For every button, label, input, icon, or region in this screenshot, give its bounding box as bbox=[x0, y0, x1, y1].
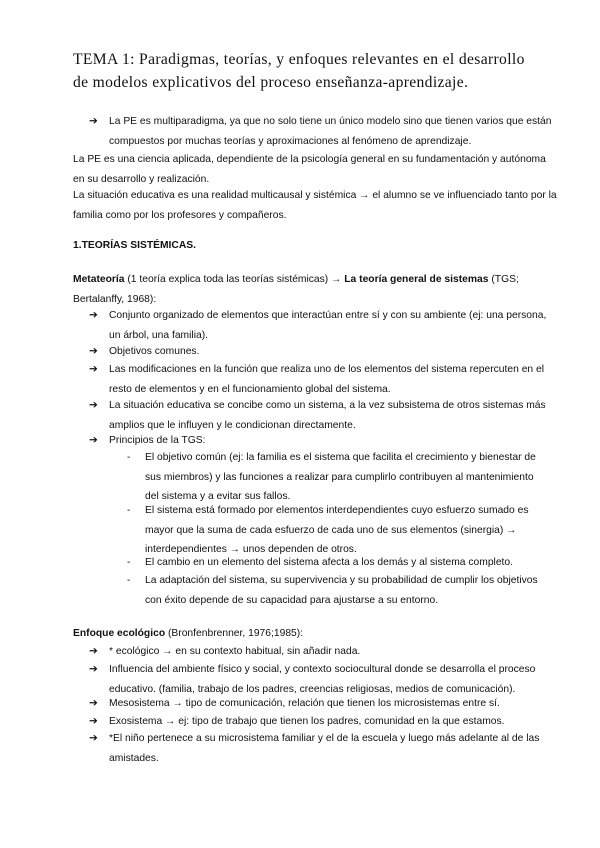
tgs-label: La teoría general de sistemas bbox=[344, 274, 489, 285]
principle-text: La adaptación del sistema, su supervivencia y su probabilidad de cumplir los objetivos con éxito depende de su capacidad para ajustarse a su entorno. bbox=[145, 575, 538, 606]
list-item-text: * ecológico → en su contexto habitual, sin añadir nada. bbox=[109, 646, 361, 657]
paragraph-multicausal: La situación educativa es una realidad multicausal y sistémica → el alumno se ve influenciado tanto por la familia como por los profesores y compañeros. bbox=[73, 190, 557, 221]
list-item-text: Las modificaciones en la función que realiza uno de los elementos del sistema repercuten en el resto de elementos y en el funcionamiento global del sistema. bbox=[109, 364, 545, 395]
dash-marker: - bbox=[127, 452, 131, 463]
list-item-text: Principios de la TGS: bbox=[109, 435, 206, 446]
principle-text: El objetivo común (ej: la familia es el sistema que facilita el crecimiento y bienestar de sus miembros) y las funciones a realizar para cumplirlo contribuyen al mantenimiento del sistema y a evitar sus fallos. bbox=[145, 452, 536, 502]
arrow-icon: ➔ bbox=[89, 646, 98, 657]
list-item-text: La situación educativa se concibe como un sistema, a la vez subsistema de otros sistemas más amplios que le influyen y le condicionan directamente. bbox=[109, 400, 546, 431]
list-item-text: Objetivos comunes. bbox=[109, 346, 200, 357]
list-item-text: Influencia del ambiente físico y social, y contexto sociocultural donde se desarrolla el proceso educativo. (familia, trabajo de los padres, creencias religiosas, medios de comunicación). bbox=[109, 664, 536, 695]
arrow-icon: ➔ bbox=[89, 346, 98, 357]
list-item-text: Exosistema → ej: tipo de trabajo que tienen los padres, comunidad en la que estamos. bbox=[109, 716, 505, 727]
arrow-icon: ➔ bbox=[89, 733, 98, 744]
intro-bullet bbox=[89, 112, 559, 152]
metateoria-paren: (1 teoría explica toda las teorías sistémicas) → bbox=[124, 274, 345, 285]
list-item-text: Conjunto organizado de elementos que interactúan entre sí y con su ambiente (ej: una persona, un árbol, una familia). bbox=[109, 310, 547, 341]
arrow-icon: ➔ bbox=[89, 716, 98, 727]
arrow-icon: ➔ bbox=[89, 698, 98, 709]
dash-marker: - bbox=[127, 557, 131, 568]
arrow-icon: ➔ bbox=[89, 364, 98, 375]
arrow-icon: ➔ bbox=[89, 400, 98, 411]
page-title: TEMA 1: Paradigmas, teorías, y enfoques relevantes en el desarrollo de modelos explicativos del proceso enseñanza-aprendizaje. bbox=[73, 51, 525, 91]
enfoque-ecologico-paragraph bbox=[73, 624, 558, 644]
arrow-icon: ➔ bbox=[89, 664, 98, 675]
arrow-icon: ➔ bbox=[89, 435, 98, 446]
enfoque-ecologico-label: Enfoque ecológico bbox=[73, 628, 166, 639]
arrow-icon: ➔ bbox=[89, 310, 98, 321]
paragraph-applied-science: La PE es una ciencia aplicada, dependiente de la psicología general en su fundamentación y autónoma en su desarrollo y realización. bbox=[73, 154, 546, 185]
dash-marker: - bbox=[127, 575, 131, 586]
arrow-icon: ➔ bbox=[89, 116, 98, 127]
principle-text: El cambio en un elemento del sistema afecta a los demás y al sistema completo. bbox=[145, 557, 514, 568]
enfoque-ecologico-rest: (Bronfenbrenner, 1976;1985): bbox=[165, 628, 304, 639]
list-item-text: *El niño pertenece a su microsistema familiar y el de la escuela y luego más adelante al de las amistades. bbox=[109, 733, 540, 764]
metateoria-label: Metateoría bbox=[73, 274, 125, 285]
intro-bullet-text: La PE es multiparadigma, ya que no solo tiene un único modelo sino que tienen varios que están compuestos por muchas teorías y aproximaciones al fenómeno de aprendizaje. bbox=[109, 116, 552, 147]
metateoria-paragraph bbox=[73, 270, 558, 309]
metateoria-rest: (TGS; Bertalanffy, 1968): bbox=[73, 274, 519, 305]
section-heading-sistemicas: 1.TEORÍAS SISTÉMICAS. bbox=[73, 240, 197, 251]
principle-text: El sistema está formado por elementos interdependientes cuyo esfuerzo sumado es mayor que la suma de cada esfuerzo de cada uno de sus elementos (sinergia) → interdependientes → unos dependen de otros. bbox=[145, 505, 529, 555]
dash-marker: - bbox=[127, 505, 131, 516]
list-item-text: Mesosistema → tipo de comunicación, relación que tienen los microsistemas entre sí. bbox=[109, 698, 500, 709]
